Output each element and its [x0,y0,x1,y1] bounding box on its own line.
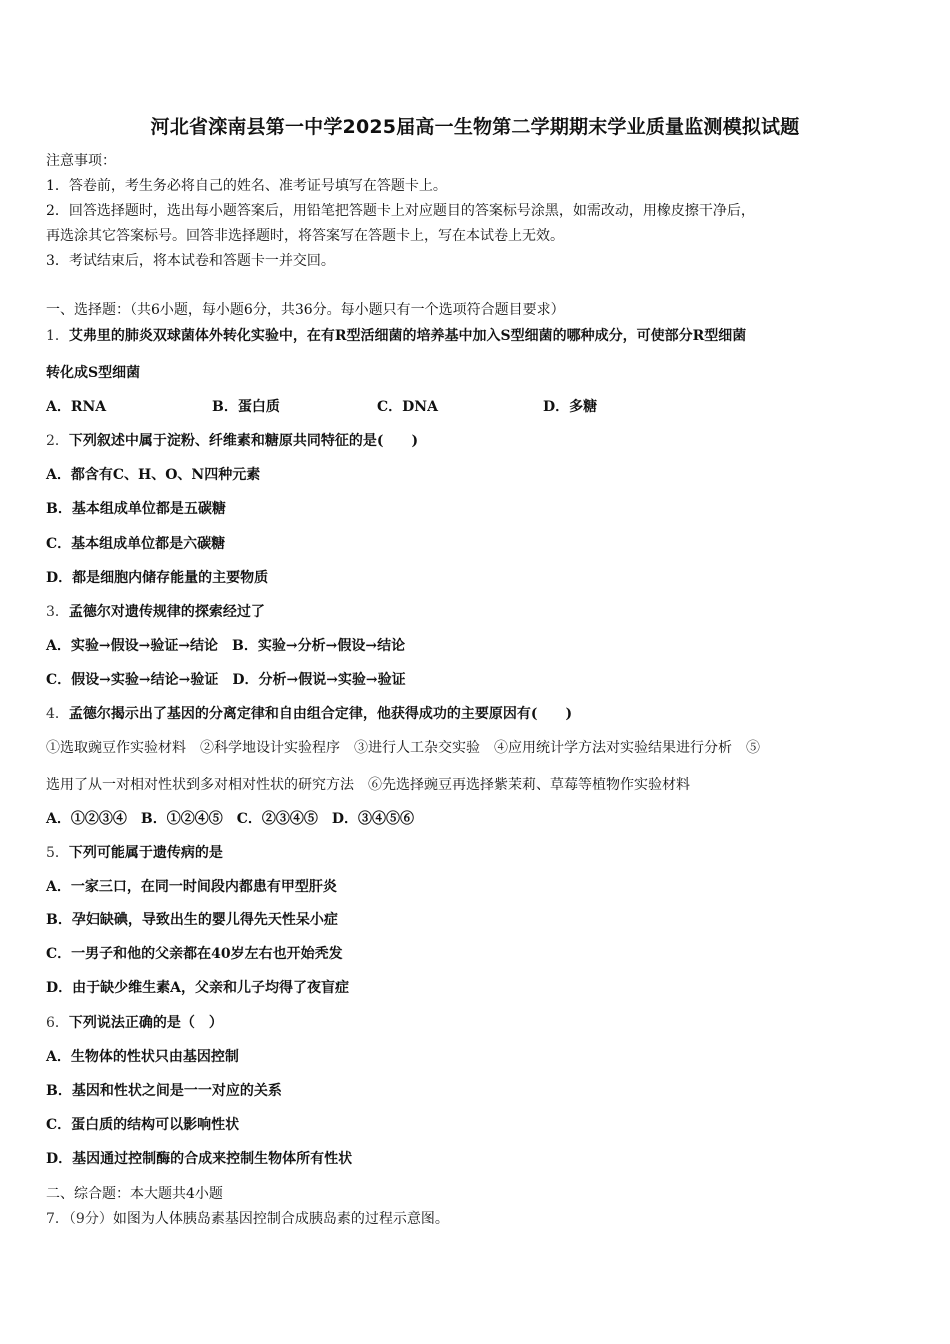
question-text: 下列可能属于遗传病的是 [68,845,223,861]
q6-option-d[interactable]: D．基因通过控制酶的合成来控制生物体所有性状 [46,1151,353,1167]
q2-option-d[interactable]: D．都是细胞内储存能量的主要物质 [46,570,269,586]
q5-option-c[interactable]: C．一男子和他的父亲都在40岁左右也开始秃发 [46,946,343,962]
question-text: 艾弗里的肺炎双球菌体外转化实验中，在有R型活细菌的培养基中加入S型细菌的哪种成分，可使部分R型细菌 [68,328,747,344]
q2-option-c[interactable]: C．基本组成单位都是六碳糖 [46,536,226,552]
question-text: 如图为人体胰岛素基因控制合成胰岛素的过程示意图。 [112,1211,449,1227]
question-number: 1． [46,328,69,344]
question-1-cont: 转化成S型细菌 [46,365,141,381]
notice-item-1: 1．答卷前，考生务必将自己的姓名、准考证号填写在答题卡上。 [46,178,447,194]
question-number: 3． [46,604,69,620]
section1-heading: 一、选择题：（共6小题，每小题6分，共36分。每小题只有一个选项符合题目要求） [46,302,565,318]
q6-option-a[interactable]: A．生物体的性状只由基因控制 [46,1049,239,1065]
page-title: 河北省滦南县第一中学2025届高一生物第二学期期末学业质量监测模拟试题 [150,116,800,138]
q4-statements-cont: 选用了从一对相对性状到多对相对性状的研究方法 ⑥先选择豌豆再选择紫茉莉、草莓等植物作实验材料 [46,777,690,793]
notice-item-2-cont: 再选涂其它答案标号。回答非选择题时，将答案写在答题卡上，写在本试卷上无效。 [46,228,564,244]
question-5 [46,844,223,862]
question-number: 5． [46,845,69,861]
question-4 [46,705,572,723]
q1-option-a[interactable]: A．RNA [46,399,107,415]
question-number: 6． [46,1015,69,1031]
q1-option-d[interactable]: D．多糖 [543,399,598,415]
section2-heading: 二、综合题：本大题共4小题 [46,1186,223,1202]
q5-option-a[interactable]: A．一家三口，在同一时间段内都患有甲型肝炎 [46,879,337,895]
notice-item-2: 2．回答选择题时，选出每小题答案后，用铅笔把答题卡上对应题目的答案标号涂黑，如需改动，用橡皮擦干净后， [46,203,755,219]
q3-options-ab[interactable]: A．实验→假设→验证→结论 B．实验→分析→假设→结论 [46,638,406,654]
q4-statements: ①选取豌豆作实验材料 ②科学地设计实验程序 ③进行人工杂交实验 ④应用统计学方法对实验结果进行分析 ⑤ [46,740,760,756]
notice-heading: 注意事项： [46,153,116,169]
question-text: 孟德尔对遗传规律的探索经过了 [68,604,265,620]
question-number: 2． [46,433,69,449]
question-3 [46,603,265,621]
q1-option-b[interactable]: B．蛋白质 [212,399,280,415]
question-text: 下列说法正确的是（ ） [68,1015,223,1031]
question-text: 孟德尔揭示出了基因的分离定律和自由组合定律，他获得成功的主要原因有( ) [68,706,573,722]
q2-option-b[interactable]: B．基本组成单位都是五碳糖 [46,501,226,517]
notice-item-3: 3．考试结束后，将本试卷和答题卡一并交回。 [46,253,335,269]
question-1 [46,327,746,345]
question-6 [46,1014,223,1032]
question-number: 7． [46,1211,69,1227]
q2-option-a[interactable]: A．都含有C、H、O、N四种元素 [46,467,261,483]
q5-option-b[interactable]: B．孕妇缺碘，导致出生的婴儿得先天性呆小症 [46,912,338,928]
q4-options[interactable]: A．①②③④ B．①②④⑤ C．②③④⑤ D．③④⑤⑥ [46,811,414,827]
q6-option-c[interactable]: C．蛋白质的结构可以影响性状 [46,1117,240,1133]
question-number: 4． [46,706,69,722]
question-score: （9分） [68,1211,113,1227]
question-text: 下列叙述中属于淀粉、纤维素和糖原共同特征的是( ) [68,433,419,449]
q3-options-cd[interactable]: C．假设→实验→结论→验证 D．分析→假说→实验→验证 [46,672,406,688]
q5-option-d[interactable]: D．由于缺少维生素A，父亲和儿子均得了夜盲症 [46,980,350,996]
q6-option-b[interactable]: B．基因和性状之间是一一对应的关系 [46,1083,282,1099]
question-7 [46,1210,449,1228]
question-2 [46,432,418,450]
q1-option-c[interactable]: C．DNA [377,399,438,415]
